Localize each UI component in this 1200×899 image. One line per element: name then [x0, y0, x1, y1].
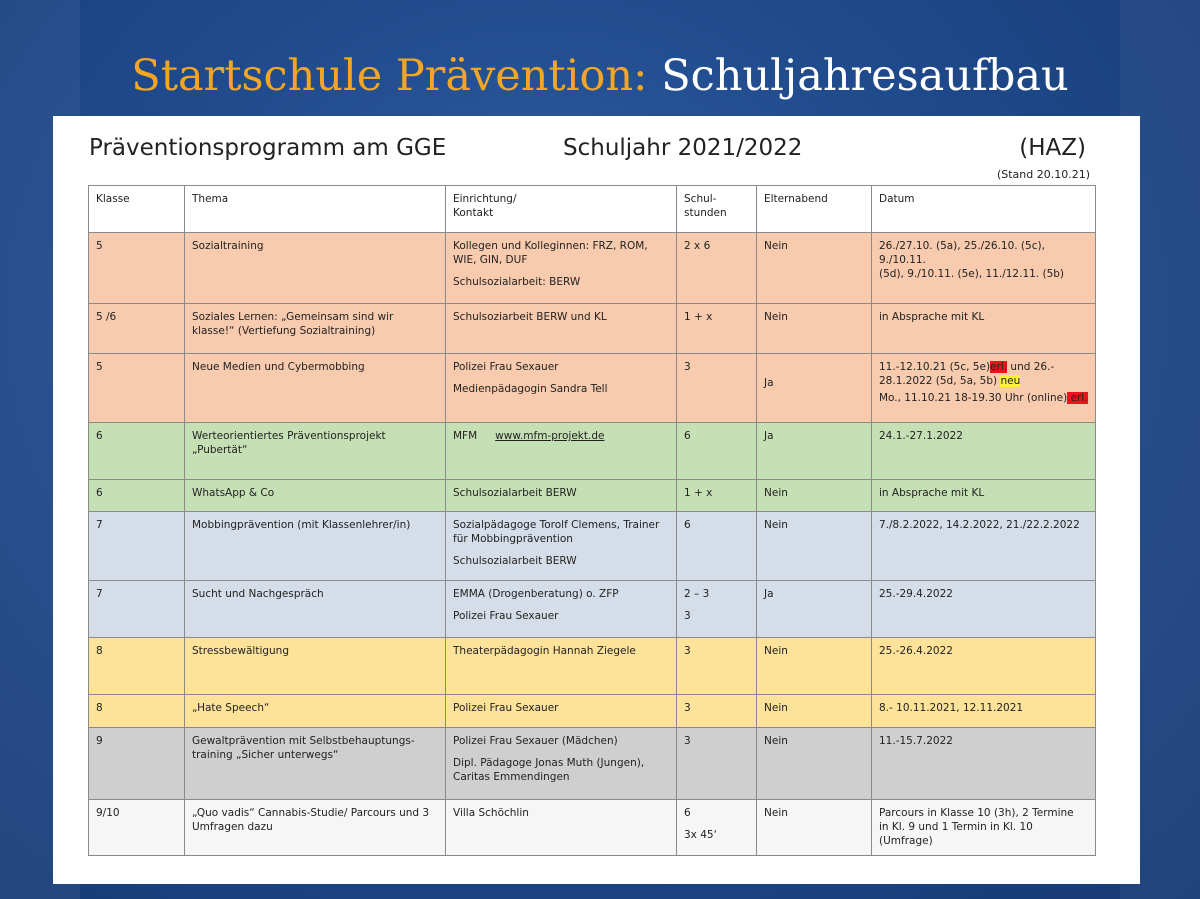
- cell-stunden: 6: [677, 423, 757, 480]
- header-datum: Datum: [872, 186, 1096, 233]
- cell-stunden: 1 + x: [677, 304, 757, 354]
- header-elternabend: Elternabend: [757, 186, 872, 233]
- slide-title-main: Schuljahresaufbau: [661, 51, 1069, 101]
- cell-klasse: 7: [89, 581, 185, 638]
- cell-einrichtung: MFM www.mfm-projekt.de: [446, 423, 677, 480]
- cell-thema: „Hate Speech“: [185, 695, 446, 728]
- cell-klasse: 9/10: [89, 800, 185, 856]
- cell-klasse: 5: [89, 233, 185, 304]
- cell-klasse: 5 /6: [89, 304, 185, 354]
- status-badge-neu: neu: [1000, 375, 1021, 387]
- cell-einrichtung: Schulsoziarbeit BERW und KL: [446, 304, 677, 354]
- table-row: [89, 512, 1096, 581]
- mfm-link[interactable]: www.mfm-projekt.de: [495, 430, 605, 442]
- cell-stunden: 3: [677, 638, 757, 695]
- cell-einrichtung: Theaterpädagogin Hannah Ziegele: [446, 638, 677, 695]
- header-schulstunden: Schul- stunden: [677, 186, 757, 233]
- document-stand-date: (Stand 20.10.21): [996, 168, 1090, 181]
- document-page: [53, 116, 1140, 884]
- cell-stunden: 3: [677, 354, 757, 423]
- table-row: [89, 304, 1096, 354]
- cell-einrichtung: Polizei Frau Sexauer Medienpädagogin Sandra Tell: [446, 354, 677, 423]
- cell-thema: Neue Medien und Cybermobbing: [185, 354, 446, 423]
- table-row: [89, 423, 1096, 480]
- cell-elternabend: Ja: [757, 354, 872, 423]
- cell-einrichtung: Kollegen und Kolleginnen: FRZ, ROM, WIE, GIN, DUF Schulsozialarbeit: BERW: [446, 233, 677, 304]
- cell-stunden: 6 3x 45‘: [677, 800, 757, 856]
- cell-thema: Werteorientiertes Präventionsprojekt „Pubertät“: [185, 423, 446, 480]
- cell-elternabend: Nein: [757, 695, 872, 728]
- cell-datum: 11.-15.7.2022: [872, 728, 1096, 800]
- cell-klasse: 6: [89, 423, 185, 480]
- cell-stunden: 1 + x: [677, 480, 757, 512]
- cell-thema: Mobbingprävention (mit Klassenlehrer/in): [185, 512, 446, 581]
- table-header-row: [89, 186, 1096, 233]
- document-header: [89, 132, 1086, 172]
- table-row: [89, 480, 1096, 512]
- school-year: Schuljahr 2021/2022: [563, 135, 803, 161]
- header-thema: Thema: [185, 186, 446, 233]
- cell-einrichtung: Polizei Frau Sexauer (Mädchen) Dipl. Pädagoge Jonas Muth (Jungen), Caritas Emmendingen: [446, 728, 677, 800]
- cell-elternabend: Nein: [757, 638, 872, 695]
- document-org: (HAZ): [1019, 135, 1086, 161]
- cell-datum: 8.- 10.11.2021, 12.11.2021: [872, 695, 1096, 728]
- cell-datum: 7./8.2.2022, 14.2.2022, 21./22.2.2022: [872, 512, 1096, 581]
- cell-einrichtung: Villa Schöchlin: [446, 800, 677, 856]
- document-title: Präventionsprogramm am GGE: [89, 135, 447, 161]
- table-row: [89, 800, 1096, 856]
- cell-thema: WhatsApp & Co: [185, 480, 446, 512]
- cell-elternabend: Nein: [757, 233, 872, 304]
- cell-thema: „Quo vadis“ Cannabis-Studie/ Parcours und 3 Umfragen dazu: [185, 800, 446, 856]
- header-einrichtung: Einrichtung/ Kontakt: [446, 186, 677, 233]
- cell-elternabend: Nein: [757, 480, 872, 512]
- cell-datum: in Absprache mit KL: [872, 480, 1096, 512]
- slide-title-accent: Startschule Prävention:: [131, 51, 648, 101]
- cell-elternabend: Nein: [757, 304, 872, 354]
- cell-datum: 25.-29.4.2022: [872, 581, 1096, 638]
- table-row: [89, 638, 1096, 695]
- cell-elternabend: Nein: [757, 800, 872, 856]
- cell-einrichtung: Sozialpädagoge Torolf Clemens, Trainer für Mobbingprävention Schulsozialarbeit BERW: [446, 512, 677, 581]
- cell-datum: 11.-12.10.21 (5c, 5e)erl. und 26.- 28.1.2022 (5d, 5a, 5b) neu Mo., 11.10.21 18-19.30 Uhr (online) erl.: [872, 354, 1096, 423]
- cell-stunden: 3: [677, 695, 757, 728]
- cell-datum: 26./27.10. (5a), 25./26.10. (5c), 9./10.11. (5d), 9./10.11. (5e), 11./12.11. (5b): [872, 233, 1096, 304]
- status-badge-erl: erl.: [990, 361, 1008, 373]
- cell-klasse: 8: [89, 695, 185, 728]
- table-row: [89, 354, 1096, 423]
- cell-datum: 25.-26.4.2022: [872, 638, 1096, 695]
- cell-thema: Gewaltprävention mit Selbstbehauptungs- training „Sicher unterwegs“: [185, 728, 446, 800]
- cell-datum: 24.1.-27.1.2022: [872, 423, 1096, 480]
- cell-stunden: 6: [677, 512, 757, 581]
- status-badge-erl: erl.: [1067, 392, 1088, 404]
- cell-elternabend: Ja: [757, 581, 872, 638]
- cell-thema: Sucht und Nachgespräch: [185, 581, 446, 638]
- cell-klasse: 7: [89, 512, 185, 581]
- cell-klasse: 9: [89, 728, 185, 800]
- cell-einrichtung: Schulsozialarbeit BERW: [446, 480, 677, 512]
- cell-stunden: 2 x 6: [677, 233, 757, 304]
- cell-thema: Stressbewältigung: [185, 638, 446, 695]
- table-row: [89, 581, 1096, 638]
- header-klasse: Klasse: [89, 186, 185, 233]
- cell-thema: Sozialtraining: [185, 233, 446, 304]
- cell-klasse: 5: [89, 354, 185, 423]
- cell-elternabend: Nein: [757, 512, 872, 581]
- table-row: [89, 695, 1096, 728]
- prevention-program-table: [88, 185, 1096, 856]
- cell-stunden: 2 – 3 3: [677, 581, 757, 638]
- cell-thema: Soziales Lernen: „Gemeinsam sind wir klasse!“ (Vertiefung Sozialtraining): [185, 304, 446, 354]
- cell-einrichtung: EMMA (Drogenberatung) o. ZFP Polizei Frau Sexauer: [446, 581, 677, 638]
- cell-stunden: 3: [677, 728, 757, 800]
- slide-title: [0, 50, 1200, 102]
- table-row: [89, 233, 1096, 304]
- cell-elternabend: Nein: [757, 728, 872, 800]
- cell-einrichtung: Polizei Frau Sexauer: [446, 695, 677, 728]
- cell-klasse: 6: [89, 480, 185, 512]
- cell-datum: in Absprache mit KL: [872, 304, 1096, 354]
- cell-elternabend: Ja: [757, 423, 872, 480]
- cell-klasse: 8: [89, 638, 185, 695]
- table-row: [89, 728, 1096, 800]
- cell-datum: Parcours in Klasse 10 (3h), 2 Termine in Kl. 9 und 1 Termin in Kl. 10 (Umfrage): [872, 800, 1096, 856]
